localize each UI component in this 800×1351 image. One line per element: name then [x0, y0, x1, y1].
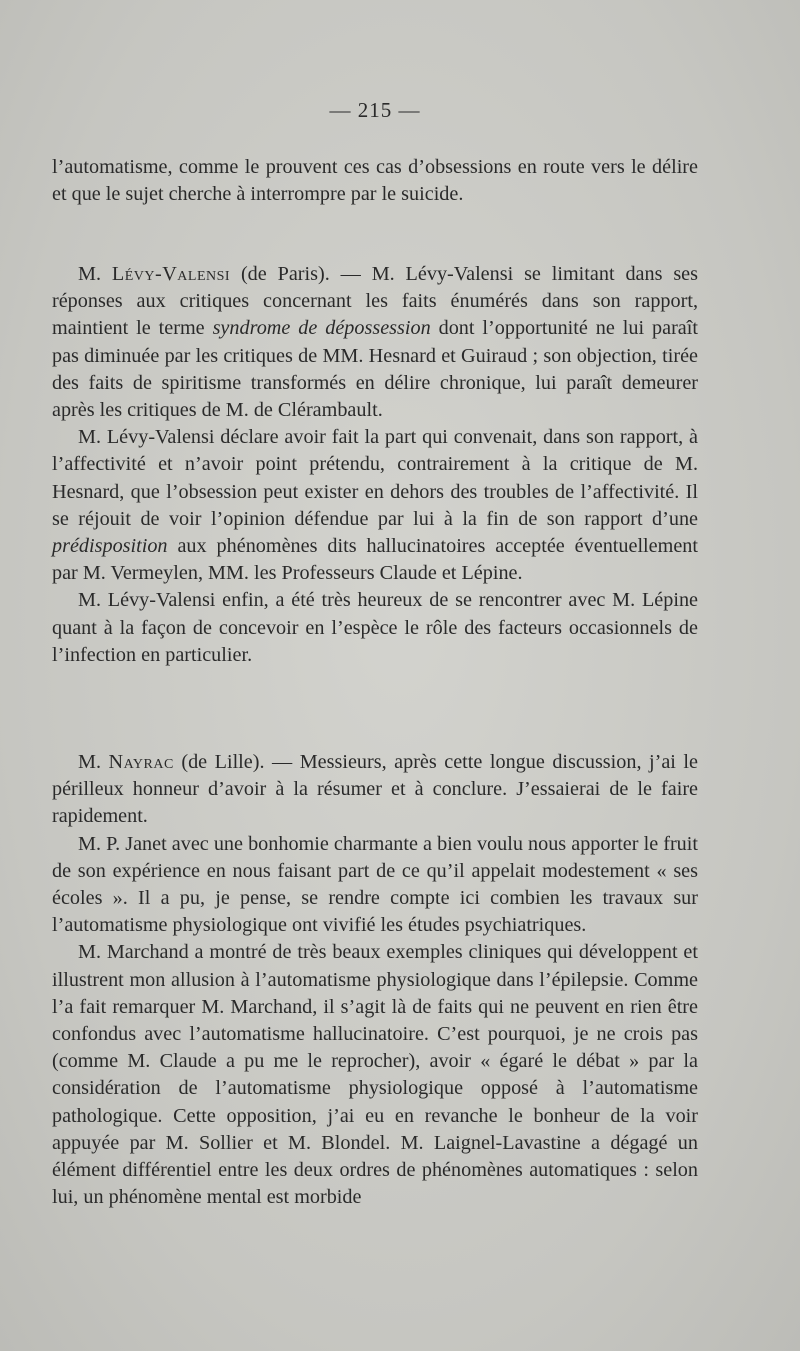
- levy-p1-text-b: dont l’opportunité ne lui paraît pas diminuée par les critiques de MM. Hesnard et Guiraud ; son objection, tirée des faits de spiritisme transformés en délire chronique, lui paraît demeurer après les critiques de M. de Clérambault.: [52, 317, 698, 422]
- levy-p2-emphasis: prédisposition: [52, 535, 168, 558]
- speaker-origin: (de Lille). —: [173, 751, 300, 773]
- levy-paragraph-1: [52, 261, 698, 424]
- speaker-prefix: M.: [78, 751, 109, 773]
- speaker-name: Nayrac: [108, 751, 174, 773]
- page-number: — 215 —: [329, 98, 421, 122]
- speaker-origin: (de Paris). —: [230, 263, 372, 285]
- intro-block: [52, 154, 698, 208]
- levy-valensi-section: [52, 261, 698, 669]
- nayrac-paragraph-2: M. P. Janet avec une bonhomie charmante a bien voulu nous apporter le fruit de son expérience en nous faisant part de ce qu’il appelait modestement « ses écoles ». Il a pu, je pense, se rendre compte ici combien les travaux sur l’automatisme physiologique ont vivifié les études psychiatriques.: [52, 832, 698, 937]
- intro-paragraph: l’automatisme, comme le prouvent ces cas d’obsessions en route vers le délire et que le sujet cherche à interrompre par le suicide.: [52, 156, 698, 206]
- nayrac-p1-text: Messieurs, après cette longue discussion, j’ai le périlleux honneur d’avoir à la résumer et à conclure. J’essaierai de le faire rapidement.: [52, 751, 698, 828]
- levy-paragraph-3: M. Lévy-Valensi enfin, a été très heureux de se rencontrer avec M. Lépine quant à la façon de concevoir en l’espèce le rôle des facteurs occasionnels de l’infection en particulier.: [52, 589, 698, 666]
- levy-p2-text-a: M. Lévy-Valensi déclare avoir fait la part qui convenait, dans son rapport, à l’affectivité et n’avoir point prétendu, contrairement à la critique de M. Hesnard, que l’obsession peut exister en dehors des troubles de l’affectivité. Il se réjouit de voir l’opinion défendue par lui à la fin de son rapport d’une: [52, 426, 698, 530]
- levy-p1-text-a: M. Lévy-Valensi se limitant dans ses réponses aux critiques concernant les faits énumérés dans son rapport, maintient le terme: [52, 263, 698, 340]
- speaker-name: Lévy-Valensi: [111, 263, 231, 285]
- levy-p2-text-b: aux phénomènes dits hallucinatoires acceptée éventuellement par M. Vermeylen, MM. les Professeurs Claude et Lépine.: [52, 535, 698, 585]
- nayrac-paragraph-3: M. Marchand a montré de très beaux exemples cliniques qui développent et illustrent mon allusion à l’automatisme physiologique dans l’épilepsie. Comme l’a fait remarquer M. Marchand, il s’agit là de faits qui ne peuvent en rien être confondus avec l’automatisme hallucinatoire. C’est pourquoi, je ne crois pas (comme M. Claude a pu me le reprocher), avoir « égaré le débat » par la considération de l’automatisme physiologique opposé à l’automatisme pathologique. Cette opposition, j’ai eu en revanche le bonheur de la voir appuyée par M. Sollier et M. Blondel. M. Laignel-Lavastine a dégagé un élément différentiel entre les deux ordres de phénomènes automatiques : selon lui, un phénomène mental est morbide: [52, 941, 698, 1209]
- speaker-prefix: M.: [78, 263, 112, 285]
- levy-paragraph-2: [52, 424, 698, 587]
- levy-p1-emphasis: syndrome de dépossession: [212, 317, 431, 340]
- nayrac-section: [52, 749, 698, 1211]
- nayrac-paragraph-1: [52, 749, 698, 831]
